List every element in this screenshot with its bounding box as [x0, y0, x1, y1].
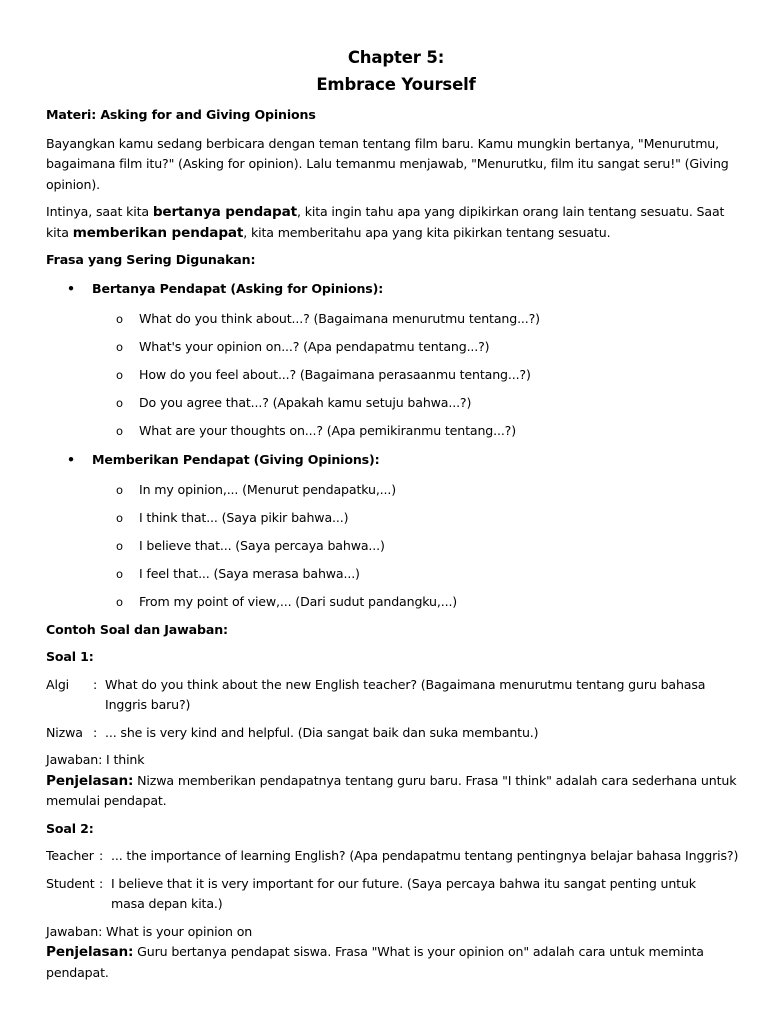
penjelasan-label: Penjelasan: — [46, 944, 134, 960]
speaker-name: Nizwa — [46, 724, 83, 740]
dialogue-line — [46, 846, 746, 867]
intinya-bold-giving: memberikan pendapat — [72, 224, 244, 241]
intinya-bold-asking: bertanya pendapat — [152, 204, 297, 220]
intinya-paragraph — [46, 202, 746, 243]
speaker-colon: : — [99, 848, 104, 863]
document-page — [46, 44, 746, 983]
list-item: o Do you agree that...? (Apakah kamu setuju bahwa...?) — [46, 393, 746, 414]
asking-heading: • Bertanya Pendapat (Asking for Opinions): — [46, 279, 746, 300]
list-item: o I think that... (Saya pikir bahwa...) — [46, 508, 746, 529]
list-item: o What are your thoughts on...? (Apa pemikiranmu tentang...?) — [46, 421, 746, 442]
soal1-heading: Soal 1: — [46, 649, 94, 664]
list-item: o In my opinion,... (Menurut pendapatku,...) — [46, 480, 746, 501]
intro-paragraph: Bayangkan kamu sedang berbicara dengan teman tentang film baru. Kamu mungkin bertanya, "Menurutmu, bagaimana film itu?" (Asking for opinion). Lalu temanmu menjawab, "Menurutku, film itu sangat seru!" (Giving opinion). — [46, 135, 729, 192]
list-item: o I believe that... (Saya percaya bahwa...) — [46, 536, 746, 557]
speaker-name: Algi — [46, 676, 70, 692]
soal2-jawaban: Jawaban: What is your opinion on — [46, 923, 253, 939]
soal1-jawaban: Jawaban: I think — [46, 752, 145, 767]
list-item: o I feel that... (Saya merasa bahwa...) — [46, 564, 746, 585]
speaker-colon: : — [93, 724, 98, 740]
chapter-number: Chapter 5: — [347, 48, 445, 67]
speaker-name: Teacher — [46, 848, 94, 863]
materi-heading: Materi: Asking for and Giving Opinions — [46, 107, 316, 122]
penjelasan-text: Guru bertanya pendapat siswa. Frasa "What is your opinion on" adalah cara untuk meminta pendapat. — [46, 944, 704, 980]
soal1-penjelasan — [46, 771, 746, 812]
dialogue-line — [46, 723, 746, 744]
intinya-text-c: , kita ingin tahu apa yang dipikirkan orang lain tentang sesuatu. Saat kita — [46, 204, 725, 240]
dialogue-text: What do you think about the new English teacher? (Bagaimana menurutmu tentang guru bahasa Inggris baru?) — [105, 676, 706, 712]
soal2-heading: Soal 2: — [46, 820, 94, 836]
giving-heading: • Memberikan Pendapat (Giving Opinions): — [46, 450, 746, 471]
dialogue-line — [46, 675, 746, 716]
list-item: o What's your opinion on...? (Apa pendapatmu tentang...?) — [46, 337, 746, 358]
list-item: o How do you feel about...? (Bagaimana perasaanmu tentang...?) — [46, 365, 746, 386]
speaker-name: Student — [46, 875, 95, 891]
dialogue-text: ... she is very kind and helpful. (Dia sangat baik dan suka membantu.) — [105, 724, 539, 740]
intinya-text-a: Intinya, saat kita — [46, 204, 153, 219]
dialogue-line — [46, 874, 746, 915]
giving-list — [46, 480, 746, 613]
dialogue-text: I believe that it is very important for our future. (Saya percaya bahwa itu sangat penting untuk masa depan kita.) — [111, 875, 696, 911]
frasa-heading: Frasa yang Sering Digunakan: — [46, 252, 256, 267]
contoh-heading: Contoh Soal dan Jawaban: — [46, 621, 228, 637]
list-item: o From my point of view,... (Dari sudut pandangku,...) — [46, 592, 746, 613]
asking-list — [46, 309, 746, 442]
speaker-colon: : — [93, 676, 98, 692]
dialogue-text: ... the importance of learning English? (Apa pendapatmu tentang pentingnya belajar bahasa Inggris?) — [111, 848, 739, 863]
penjelasan-label: Penjelasan: — [46, 772, 134, 789]
speaker-colon: : — [99, 875, 104, 891]
intinya-text-e: , kita memberitahu apa yang kita pikirkan tentang sesuatu. — [243, 224, 611, 240]
chapter-title: Embrace Yourself — [316, 75, 476, 94]
soal2-penjelasan — [46, 942, 746, 983]
penjelasan-text: Nizwa memberikan pendapatnya tentang guru baru. Frasa "I think" adalah cara sederhana untuk memulai pendapat. — [46, 772, 737, 808]
list-item: o What do you think about...? (Bagaimana menurutmu tentang...?) — [46, 309, 746, 330]
